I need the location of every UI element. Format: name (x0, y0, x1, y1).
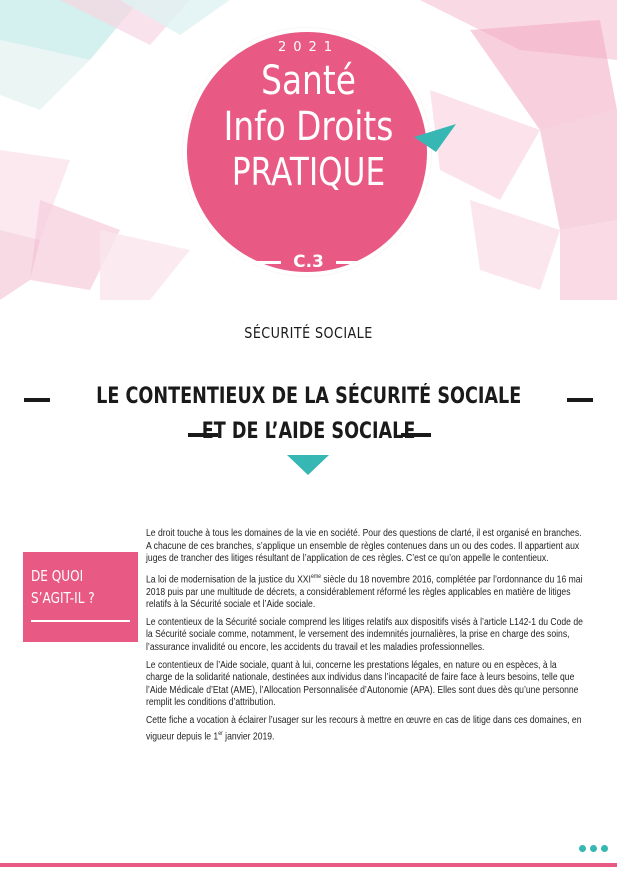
headline-text-1: LE CONTENTIEUX DE LA SÉCURITÉ SOCIALE (95, 384, 522, 409)
headline-line-2 (0, 419, 617, 444)
paragraph-4 (146, 660, 586, 710)
code-row (0, 252, 617, 272)
paragraph-2-part-2: siècle du 18 novembre 2016, complétée par l’ordonnance du 16 mai 2018 puis par une multitude de décrets, a considérablement réformé les règles applicables en matière de litiges relatifs à la Sécurité sociale et l’Aide sociale. (146, 574, 583, 611)
bottom-pink-rule (0, 863, 617, 867)
paragraph-3 (146, 617, 586, 655)
title-line-2: Info Droits (223, 104, 394, 150)
fiche-code: C.3 (293, 252, 324, 272)
code-left-dash (229, 261, 281, 264)
de-quoi-line-2: S’AGIT-IL ? (31, 589, 95, 607)
teal-triangle (287, 455, 329, 475)
paragraph-2-sup: ème (310, 573, 321, 580)
headline-line-1 (0, 384, 617, 409)
paragraph-5 (146, 715, 586, 744)
paragraph-5-text (146, 715, 585, 744)
paragraph-5-part-1: Cette fiche a vocation à éclairer l’usager sur les recours à mettre en œuvre en cas de litige dans ces domaines, en vigueur depuis le 1 (146, 715, 582, 742)
dot-1 (579, 845, 586, 852)
paragraph-2-part-1: La loi de modernisation de la justice du XXI (146, 574, 311, 586)
category-label: SÉCURITÉ SOCIALE (244, 324, 373, 342)
paragraph-2-text (146, 571, 585, 612)
headline-text-2: ET DE L’AIDE SOCIALE (201, 419, 416, 444)
dot-2 (590, 845, 597, 852)
title-line-3: PRATIQUE (231, 150, 386, 194)
paragraph-2 (146, 571, 586, 612)
de-quoi-box (23, 552, 138, 642)
paragraph-5-part-2: janvier 2019. (222, 730, 275, 742)
paragraph-4-text: Le contentieux de l’Aide sociale, quant à lui, concerne les prestations légales, en nature ou en espèces, à la charge de la solidarité nationale, destinées aux individus dans l’incapacité de faire face à leurs besoins, telle que l’Aide Médicale d’Etat (AME), l’Allocation Personnalisée d’Autonomie (APA). Elles sont dues dès qu’une personne remplit les conditions d’attribution. (146, 659, 579, 709)
page-dots (579, 845, 608, 852)
title-line-1: Santé (261, 58, 356, 104)
paragraph-3-text: Le contentieux de la Sécurité sociale comprend les litiges relatifs aux dispositifs visés à l’article L142-1 du Code de la Sécurité sociale comme, notamment, le versement des indemnités journalières, la prise en charge des soins, l’assurance invalidité ou encore, les accidents du travail et les maladies professionnelles. (146, 616, 583, 654)
code-right-dash (336, 261, 388, 264)
body-text (146, 528, 586, 749)
de-quoi-line-1: DE QUOI (31, 567, 84, 585)
year-label: 2021 (277, 40, 340, 55)
dot-3 (601, 845, 608, 852)
paragraph-5-sup: er (218, 730, 223, 737)
paragraph-1-text: Le droit touche à tous les domaines de la vie en société. Pour des questions de clarté, il est organisé en branches. A chacune de ces branches, s’applique un ensemble de règles contenues dans un ou des codes. Il appartient aux juges de trancher des litiges résultant de l’application de ces règles. C’est ce qu’on appelle le contentieux. (146, 528, 582, 565)
paragraph-1 (146, 528, 586, 566)
